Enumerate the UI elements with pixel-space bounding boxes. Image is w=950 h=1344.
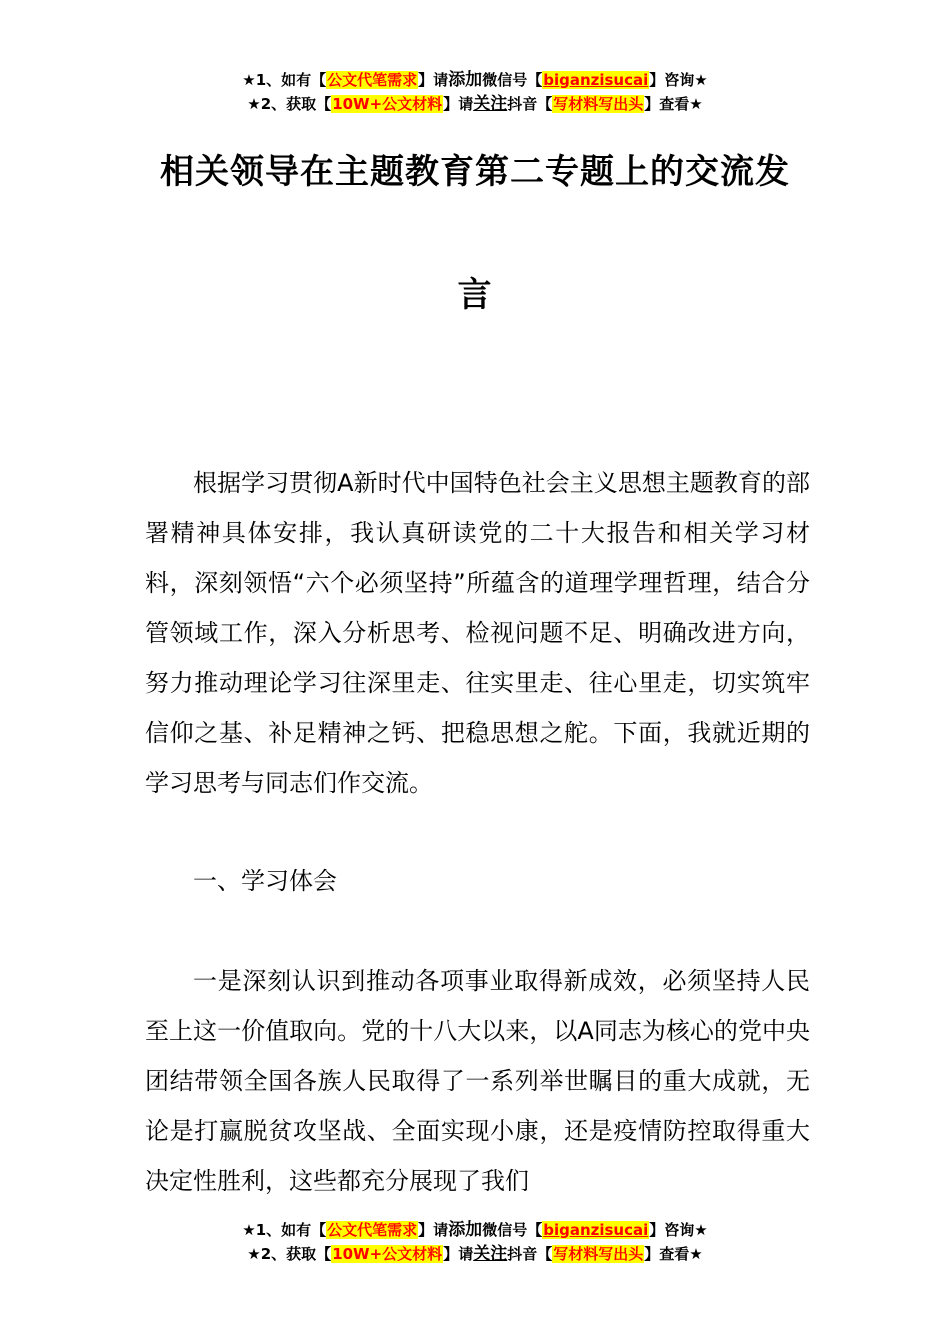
promo-text: 】查看★ (644, 95, 703, 113)
promo-text: 】请 (418, 71, 449, 89)
promo-line-1 (0, 68, 950, 92)
promo-line-1 (0, 1218, 950, 1242)
body-paragraph-2: 一是深刻认识到推动各项事业取得新成效，必须坚持人民至上这一价值取向。党的十八大以来，以A同志为核心的党中央团结带领全国各族人民取得了一系列举世瞩目的重大成就，无论是打赢脱贫攻坚战、全面实现小康，还是疫情防控取得重大决定性胜利，这些都充分展现了我们 (145, 967, 810, 1195)
promo-emphasis: 关注 (473, 94, 508, 114)
promo-text: 抖音【 (507, 95, 553, 113)
promo-line-2 (0, 92, 950, 116)
promo-highlight: 10W+公文材料 (332, 1245, 443, 1263)
promo-banner-bottom (0, 1218, 950, 1266)
promo-highlight: 公文代笔需求 (327, 1221, 418, 1239)
document-title-line-2: 言 (457, 275, 493, 315)
promo-douyin-id: 写材料写出头 (553, 95, 644, 113)
promo-text: 抖音【 (507, 1245, 553, 1263)
promo-text: ★1、如有【 (242, 1221, 327, 1239)
promo-emphasis: 关注 (473, 1244, 508, 1264)
promo-emphasis: 添加 (448, 1220, 483, 1240)
document-title-line-1: 相关领导在主题教育第二专题上的交流发 (160, 152, 790, 192)
promo-text: ★2、获取【 (247, 95, 332, 113)
promo-text: 】请 (443, 95, 474, 113)
body-paragraph-1: 根据学习贯彻A新时代中国特色社会主义思想主题教育的部署精神具体安排，我认真研读党的二十大报告和相关学习材料，深刻领悟“六个必须坚持”所蕴含的道理学理哲理，结合分管领域工作，深入分析思考、检视问题不足、明确改进方向，努力推动理论学习往深里走、往实里走、往心里走，切实筑牢信仰之基、补足精神之钙、把稳思想之舵。下面，我就近期的学习思考与同志们作交流。 (145, 469, 810, 797)
promo-text: 】咨询★ (649, 1221, 708, 1239)
promo-text: 】请 (418, 1221, 449, 1239)
promo-emphasis: 添加 (448, 70, 483, 90)
promo-wechat-id: biganzisucai (543, 1221, 649, 1239)
promo-line-2 (0, 1242, 950, 1266)
section-heading-1: 一、学习体会 (193, 867, 337, 895)
promo-text: 微信号【 (482, 1221, 543, 1239)
promo-highlight: 公文代笔需求 (327, 71, 418, 89)
promo-text: 】咨询★ (649, 71, 708, 89)
promo-text: 微信号【 (482, 71, 543, 89)
promo-text: ★2、获取【 (247, 1245, 332, 1263)
promo-text: ★1、如有【 (242, 71, 327, 89)
promo-highlight: 10W+公文材料 (332, 95, 443, 113)
promo-banner-top (0, 68, 950, 116)
promo-text: 】请 (443, 1245, 474, 1263)
promo-douyin-id: 写材料写出头 (553, 1245, 644, 1263)
promo-wechat-id: biganzisucai (543, 71, 649, 89)
promo-text: 】查看★ (644, 1245, 703, 1263)
